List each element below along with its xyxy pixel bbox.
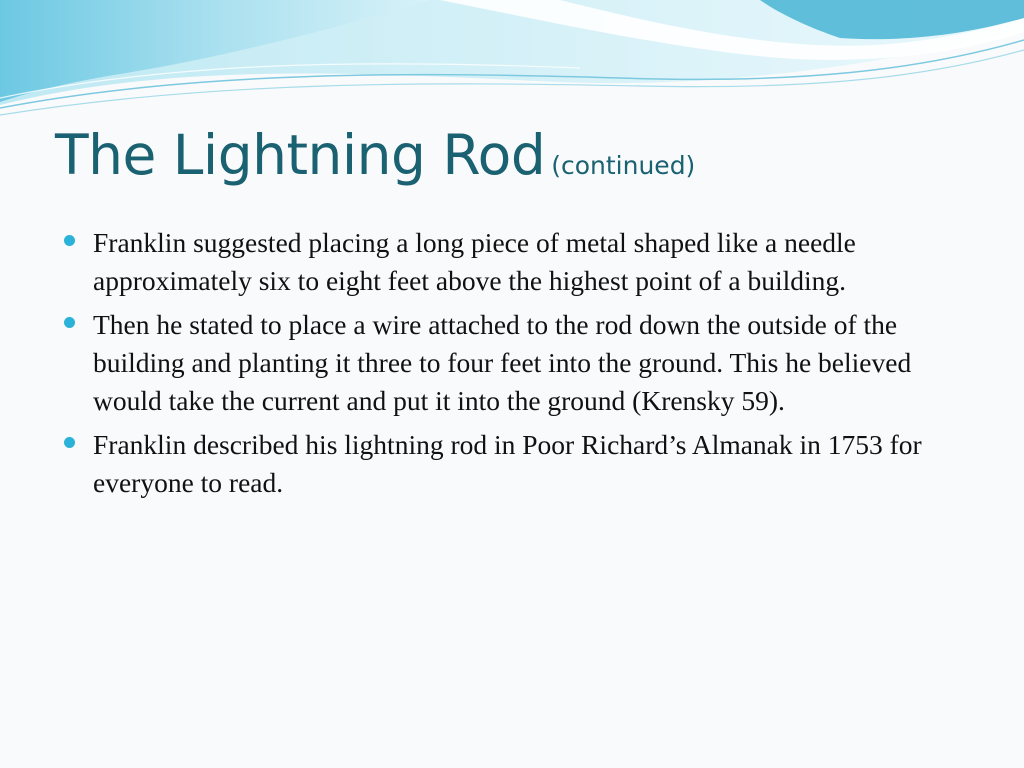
title-subtitle: (continued) <box>551 151 696 180</box>
bullet-item <box>62 426 932 502</box>
bullet-list <box>62 224 932 508</box>
bullet-dot-icon <box>64 317 75 328</box>
bullet-dot-icon <box>64 437 75 448</box>
bullet-item <box>62 224 932 300</box>
bullet-text: Franklin suggested placing a long piece of metal shaped like a needle approximately six to eight feet above the highest point of a building. <box>93 227 856 296</box>
bullet-text: Then he stated to place a wire attached to the rod down the outside of the building and planting it three to four feet into the ground. This he believed would take the current and put it into the ground (Krensky 59). <box>93 309 912 416</box>
decorative-wave-header <box>0 0 1024 130</box>
bullet-dot-icon <box>64 235 75 246</box>
slide-title <box>55 123 696 187</box>
bullet-item <box>62 306 932 420</box>
title-text: The Lightning Rod <box>55 123 546 187</box>
bullet-text: Franklin described his lightning rod in Poor Richard’s Almanak in 1753 for everyone to read. <box>93 429 922 498</box>
